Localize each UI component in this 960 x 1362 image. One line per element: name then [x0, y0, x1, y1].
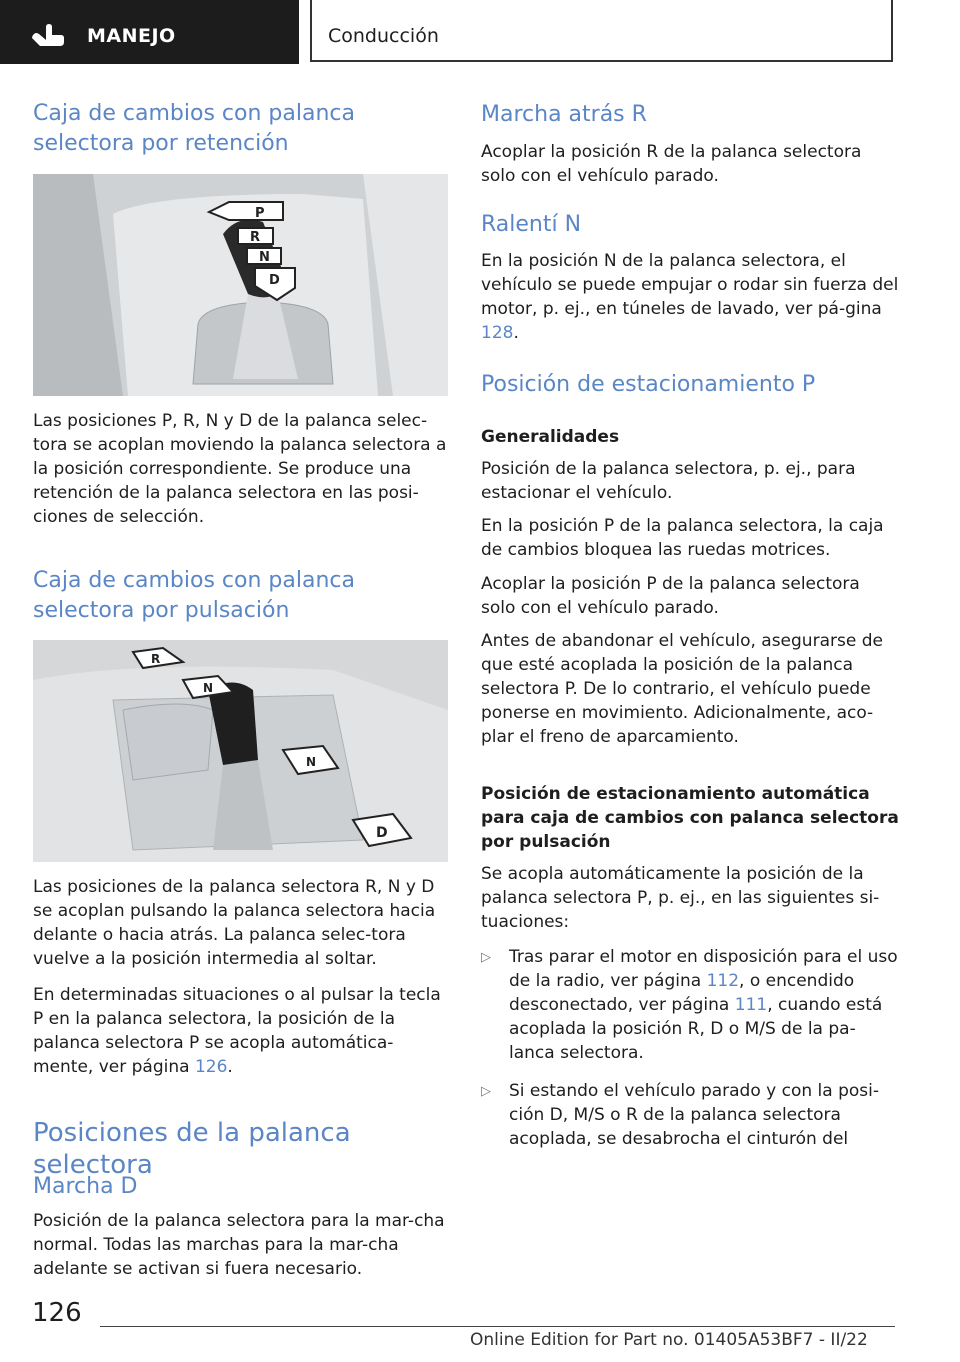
- page-link-128[interactable]: 128: [481, 323, 514, 343]
- gear-selector-illustration-2: [33, 640, 448, 862]
- subheading-auto-park: Posición de estacionamiento automática para caja de cambios con palanca selectora por pulsación: [481, 784, 899, 852]
- bullet-1-text-a: Tras parar el motor en disposición para el uso de la radio, ver página: [509, 947, 898, 991]
- fig2-label-n1: N: [203, 681, 214, 695]
- page-link-111[interactable]: 111: [734, 995, 768, 1015]
- footer-divider: [100, 1326, 895, 1327]
- section-title: Conducción: [328, 25, 439, 47]
- figure-push-selector: [33, 640, 448, 862]
- bullet-item-2: Si estando el vehículo parado y con la posi-ción D, M/S o R de la palanca selectora acoplada, se desabrocha el cinturón del: [509, 1081, 879, 1149]
- fig1-label-r: R: [250, 230, 261, 245]
- gear-selector-illustration-1: [33, 174, 448, 396]
- page-link-112[interactable]: 112: [706, 971, 740, 991]
- fig1-label-p: P: [255, 206, 265, 221]
- paragraph-park-3: Acoplar la posición P de la palanca selectora solo con el vehículo parado.: [481, 574, 860, 618]
- figure-retention-selector: [33, 174, 448, 396]
- paragraph-reverse-r: Acoplar la posición R de la palanca selectora solo con el vehículo parado.: [481, 142, 862, 186]
- paragraph-auto-p-text: En determinadas situaciones o al pulsar la tecla P en la palanca selectora, la posición de la palanca selectora P se acopla automática-mente, ver página: [33, 985, 441, 1077]
- paragraph-drive-d: Posición de la palanca selectora para la mar-cha normal. Todas las marchas para la mar-cha adelante se activan si fuera necesario.: [33, 1211, 445, 1279]
- heading-drive-d: Marcha D: [33, 1174, 138, 1199]
- page-link-126[interactable]: 126: [194, 1057, 228, 1077]
- bullet-item-1: [509, 945, 899, 1065]
- paragraph-auto-p-end: .: [227, 1057, 233, 1077]
- fig1-label-d: D: [269, 273, 280, 288]
- heading-selector-positions: Posiciones de la palanca selectora: [33, 1118, 351, 1180]
- paragraph-neutral-end: .: [513, 323, 519, 343]
- paragraph-neutral-text: En la posición N de la palanca selectora, el vehículo se puede empujar o rodar sin fuerza del motor, p. ej., en túneles de lavado, ver pá-gina: [481, 251, 899, 319]
- page-number: 126: [32, 1298, 82, 1328]
- bullet-1-text-c: , cuando está acoplada la posición R, D o M/S de la pa-lanca selectora.: [509, 995, 883, 1063]
- chapter-label: MANEJO: [87, 25, 176, 47]
- fig2-label-d: D: [376, 825, 388, 841]
- fig1-label-n: N: [259, 250, 270, 265]
- bullet-arrow-icon: ▷: [481, 950, 491, 965]
- section-header: [310, 0, 893, 62]
- heading-push-selector: Caja de cambios con palanca selectora por pulsación: [33, 568, 355, 623]
- heading-neutral-n: Ralentí N: [481, 212, 582, 237]
- chapter-tab: [0, 0, 299, 64]
- paragraph-auto-p: [33, 983, 448, 1079]
- footer-edition: Online Edition for Part no. 01405A53BF7 - II/22: [470, 1330, 868, 1350]
- bullet-1-text-b: , o encendido desconectado, ver página: [509, 971, 855, 1015]
- heading-retention-selector: Caja de cambios con palanca selectora por retención: [33, 101, 355, 156]
- hand-icon: [30, 24, 66, 52]
- paragraph-push: Las posiciones de la palanca selectora R, N y D se acoplan pulsando la palanca selectora hacia delante o hacia atrás. La palanca selec-tora vuelve a la posición intermedia al soltar.: [33, 877, 436, 969]
- heading-reverse-r: Marcha atrás R: [481, 102, 647, 127]
- paragraph-neutral-n: [481, 249, 899, 345]
- paragraph-park-1: Posición de la palanca selectora, p. ej., para estacionar el vehículo.: [481, 459, 856, 503]
- fig2-label-n2: N: [306, 755, 317, 769]
- subheading-general: Generalidades: [481, 427, 620, 447]
- heading-park-p: Posición de estacionamiento P: [481, 372, 816, 397]
- paragraph-park-2: En la posición P de la palanca selectora, la caja de cambios bloquea las ruedas motrices.: [481, 516, 884, 560]
- bullet-arrow-icon: ▷: [481, 1084, 491, 1099]
- paragraph-retention: Las posiciones P, R, N y D de la palanca selec-tora se acoplan moviendo la palanca selectora a la posición correspondiente. Se produce una retención de la palanca selectora en las posi-ciones de selección.: [33, 411, 447, 527]
- paragraph-auto-park: Se acopla automáticamente la posición de la palanca selectora P, p. ej., en las siguientes si-tuaciones:: [481, 864, 880, 932]
- paragraph-park-4: Antes de abandonar el vehículo, asegurarse de que esté acoplada la posición de la palanca selectora P. De lo contrario, el vehículo puede ponerse en movimiento. Adicionalmente, aco-plar el freno de aparcamiento.: [481, 631, 883, 747]
- fig2-label-r: R: [151, 652, 161, 666]
